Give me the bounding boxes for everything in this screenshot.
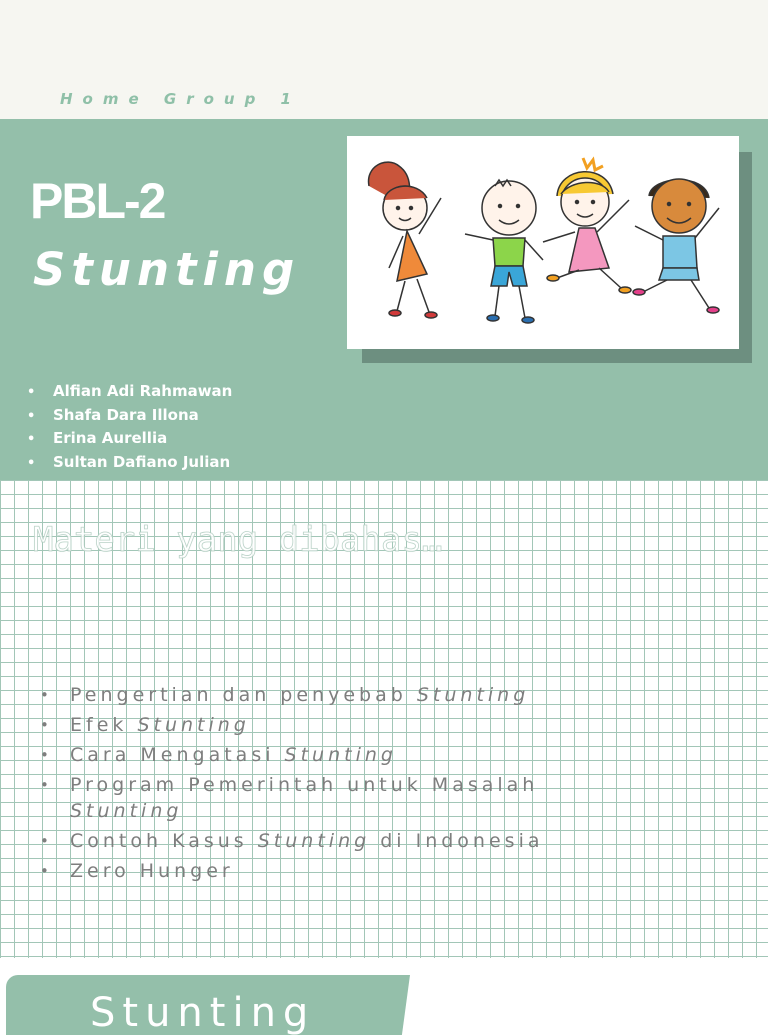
section-heading: Materi yang dibahas… bbox=[33, 520, 443, 560]
kids-jumping-illustration bbox=[347, 136, 739, 349]
topic-item: • Cara Mengatasi Stunting bbox=[40, 744, 397, 766]
footer-title: Stunting bbox=[90, 990, 316, 1036]
home-group-label: Home Group 1 bbox=[60, 90, 301, 108]
member-item: • Erina Aurellia bbox=[27, 427, 232, 451]
bullet-icon: • bbox=[27, 432, 36, 447]
topic-item: • Pengertian dan penyebab Stunting bbox=[40, 684, 530, 706]
topic-list bbox=[40, 682, 600, 888]
page-title: PBL-2 bbox=[30, 173, 165, 229]
girl-yellow-hair-figure bbox=[543, 158, 631, 293]
bullet-icon: • bbox=[40, 862, 49, 880]
topic-item: • Contoh Kasus Stunting di Indonesia bbox=[40, 830, 544, 852]
member-item: • Alfian Adi Rahmawan bbox=[27, 380, 232, 404]
bullet-icon: • bbox=[27, 385, 36, 400]
girl-red-hair-figure bbox=[369, 162, 441, 318]
boy-green-shirt-figure bbox=[465, 180, 543, 323]
bullet-icon: • bbox=[40, 746, 49, 764]
bullet-icon: • bbox=[40, 716, 49, 734]
page-subtitle: Stunting bbox=[33, 243, 301, 296]
topic-item: • Zero Hunger bbox=[40, 860, 234, 882]
bullet-icon: • bbox=[27, 408, 36, 424]
member-item: • Shafa Dara Illona bbox=[27, 404, 232, 428]
topic-item: • Program Pemerintah untuk Masalah Stunting bbox=[40, 774, 539, 822]
topic-item: • Efek Stunting bbox=[40, 714, 250, 736]
member-list bbox=[27, 380, 232, 474]
bullet-icon: • bbox=[40, 832, 49, 850]
bullet-icon: • bbox=[27, 455, 36, 471]
bullet-icon: • bbox=[40, 686, 49, 704]
member-item: • Sultan Dafiano Julian bbox=[27, 451, 232, 475]
boy-teal-shirt-figure bbox=[633, 179, 719, 313]
bullet-icon: • bbox=[40, 776, 49, 794]
